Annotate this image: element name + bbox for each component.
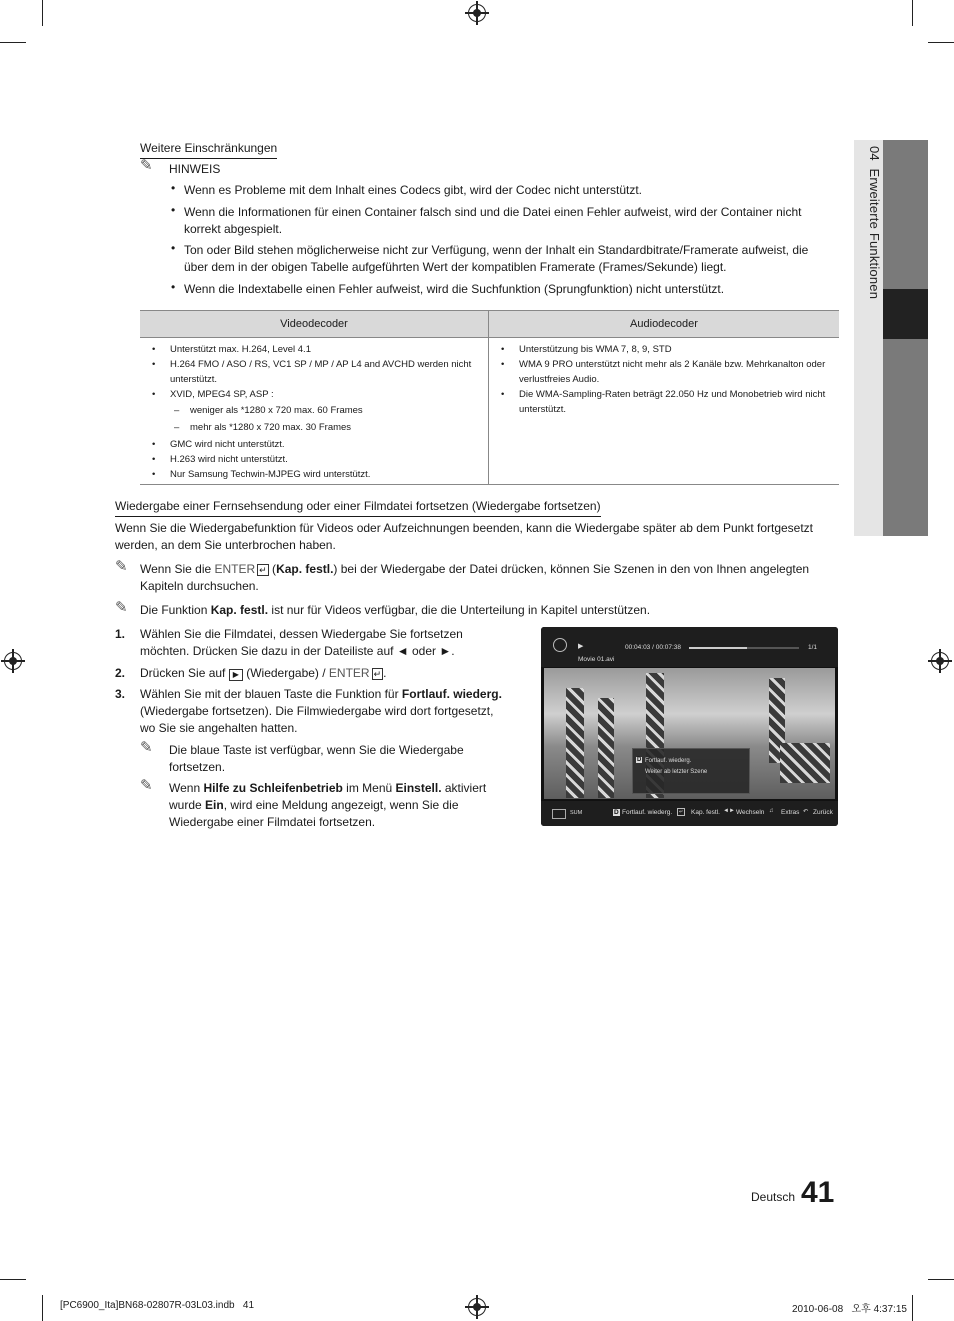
hint-switch: Wechseln xyxy=(736,809,765,816)
giraffe-figure xyxy=(566,688,584,798)
registration-mark-icon xyxy=(4,652,22,670)
bullet-icon: • xyxy=(171,241,176,255)
playback-time: 00:04:03 / 00:07:38 xyxy=(625,644,682,651)
step-number: 1. xyxy=(115,627,126,641)
list-item: Ton oder Bild stehen möglicherweise nicht zur Verfügung, wenn der Inhalt ein Standardbitrate/Framerate aufweist, die über dem in der obigen Tabelle aufgeführten Wert der kompatiblen Framerate (Frames/Sekunde) liegt. xyxy=(184,243,809,274)
tv-screen-illustration xyxy=(541,627,838,826)
step-3-subnote-2: Wenn Hilfe zu Schleifenbetrieb im Menü Einstell. aktiviert wurde Ein, wird eine Meldung angezeigt, wenn Sie die Wiedergabe einer Filmdatei fortsetzen. xyxy=(169,781,487,829)
enter-key-icon: ↵ xyxy=(373,669,382,679)
progress-fill xyxy=(689,647,747,649)
popup-title: Fortlauf. wiederg. xyxy=(645,758,692,764)
blue-key-icon: D xyxy=(637,757,642,763)
registration-mark-icon xyxy=(931,652,949,670)
sidebar-chapter-label xyxy=(858,146,882,299)
note-pencil-icon: ✎ xyxy=(140,777,153,794)
list-item: • Nur Samsung Techwin-MJPEG wird unterstützt. xyxy=(146,467,482,482)
giraffe-figure xyxy=(780,743,830,783)
crop-mark xyxy=(912,0,913,26)
note-pencil-icon: ✎ xyxy=(140,157,153,174)
list-item: • WMA 9 PRO unterstützt nicht mehr als 2 Kanäle bzw. Mehrkanalton oder verlustfreies Audio. xyxy=(495,357,833,387)
film-reel-icon xyxy=(553,638,567,652)
chapter-title: Erweiterte Funktionen xyxy=(867,168,882,300)
list-item: • H.264 FMO / ASO / RS, VC1 SP / MP / AP L4 and AVCHD werden nicht unterstützt. xyxy=(146,357,482,387)
bullet-icon: • xyxy=(171,280,176,294)
print-date-info: 2010-06-08 오후 4:37:15 xyxy=(792,1304,907,1315)
footer-language: Deutsch xyxy=(751,1190,796,1204)
bullet-icon: • xyxy=(171,203,176,217)
page-number: 41 xyxy=(801,1176,835,1209)
list-item: • XVID, MPEG4 SP, ASP : xyxy=(146,387,482,402)
return-icon: ↶ xyxy=(803,809,809,815)
registration-mark-icon xyxy=(468,4,486,22)
crop-mark xyxy=(42,0,43,26)
table-header-video: Videodecoder xyxy=(140,311,489,338)
list-item: • Die WMA-Sampling-Raten beträgt 22.050 Hz und Monobetrieb wird nicht unterstützt. xyxy=(495,387,833,417)
device-label: SUM xyxy=(570,810,583,816)
table-header-audio: Audiodecoder xyxy=(489,311,840,338)
progress-track xyxy=(689,647,799,649)
crop-mark xyxy=(0,42,26,43)
resume-popup xyxy=(632,748,750,794)
enter-key-icon: ↵ xyxy=(259,565,267,575)
hint-resume: Fortlauf. wiederg. xyxy=(622,809,673,816)
hint-back: Zurück xyxy=(813,809,833,816)
list-item: – weniger als *1280 x 720 max. 60 Frames xyxy=(146,403,482,418)
resume-note-2: Die Funktion Kap. festl. ist nur für Videos verfügbar, die die Unterteilung in Kapitel unterstützen. xyxy=(140,603,651,617)
step-number: 3. xyxy=(115,687,126,701)
list-item: – mehr als *1280 x 720 max. 30 Frames xyxy=(146,420,482,435)
page-indicator: 1/1 xyxy=(808,644,818,651)
resume-intro: Wenn Sie die Wiedergabefunktion für Videos oder Aufzeichnungen beenden, kann die Wiedergabe später ab dem Punkt fortgesetzt werden, an dem Sie unterbrochen haben. xyxy=(115,521,814,552)
step-2: Drücken Sie auf ▶ (Wiedergabe) / ENTER ↵ . xyxy=(140,666,387,680)
codec-table xyxy=(140,310,839,485)
list-item: Wenn es Probleme mit dem Inhalt eines Codecs gibt, wird der Codec nicht unterstützt. xyxy=(184,183,642,197)
list-item: Wenn die Informationen für einen Container falsch sind und die Datei einen Fehler aufweist, wird der Container nicht korrekt abgespielt. xyxy=(184,205,802,236)
player-top-bar xyxy=(541,627,838,667)
list-item: • Unterstützung bis WMA 7, 8, 9, STD xyxy=(495,342,833,357)
bullet-icon: • xyxy=(171,181,176,195)
giraffe-figure xyxy=(598,698,614,798)
step-1: Wählen Sie die Filmdatei, dessen Wiedergabe Sie fortsetzen möchten. Drücken Sie dazu in der Dateiliste auf ◄ oder ►. xyxy=(140,627,463,658)
list-item: Wenn die Indextabelle einen Fehler aufweist, wird die Suchfunktion (Sprungfunktion) nicht unterstützt. xyxy=(184,282,725,296)
hint-extras: Extras xyxy=(781,809,800,816)
crop-mark xyxy=(42,1295,43,1321)
step-number: 2. xyxy=(115,666,126,680)
resume-heading: Wiedergabe einer Fernsehsendung oder einer Filmdatei fortsetzen (Wiedergabe fortsetzen) xyxy=(115,498,601,517)
step-3-subnote-1: Die blaue Taste ist verfügbar, wenn Sie die Wiedergabe fortsetzen. xyxy=(169,743,464,774)
play-button-icon: ▶ xyxy=(229,669,243,681)
note-pencil-icon: ✎ xyxy=(140,739,153,756)
video-cell xyxy=(140,338,489,485)
step-3: Wählen Sie mit der blauen Taste die Funktion für Fortlauf. wiederg. (Wiedergabe fortsetzen). Die Filmwiedergabe wird dort fortgesetzt, wo Sie sie angehalten hatten. xyxy=(140,687,502,735)
device-icon xyxy=(552,809,566,819)
player-bottom-bar xyxy=(541,801,838,826)
tools-icon: ♫ xyxy=(769,808,774,814)
registration-mark-icon xyxy=(468,1298,486,1316)
resume-note-1: Wenn Sie die ENTER ↵ (Kap. festl.) bei der Wiedergabe der Datei drücken, können Sie Szenen in den von Ihnen angelegten Kapiteln durchsuchen. xyxy=(140,562,810,593)
list-item: • H.263 wird nicht unterstützt. xyxy=(146,452,482,467)
note-pencil-icon: ✎ xyxy=(115,558,128,575)
crop-mark xyxy=(0,1279,26,1280)
play-status-icon: ▶ xyxy=(578,643,584,650)
arrows-icon: ◄► xyxy=(723,808,735,814)
list-item: • Unterstützt max. H.264, Level 4.1 xyxy=(146,342,482,357)
crop-mark xyxy=(928,1279,954,1280)
sidebar-tab-marker xyxy=(883,289,928,339)
audio-cell xyxy=(489,338,840,485)
hint-chapter: Kap. festl. xyxy=(691,809,720,816)
enter-key-icon: ↵ xyxy=(679,809,684,815)
blue-key-icon: D xyxy=(614,809,619,816)
print-file-info: [PC6900_Ita]BN68-02807R-03L03.indb 41 xyxy=(60,1300,255,1311)
section-title: Weitere Einschränkungen xyxy=(140,140,277,159)
crop-mark xyxy=(912,1295,913,1321)
note-pencil-icon: ✎ xyxy=(115,599,128,616)
popup-subtitle: Weiter ab letzter Szene xyxy=(645,769,708,775)
file-name: Movie 01.avi xyxy=(578,656,615,663)
list-item: • GMC wird nicht unterstützt. xyxy=(146,437,482,452)
note-label: HINWEIS xyxy=(169,162,221,176)
crop-mark xyxy=(928,42,954,43)
chapter-number: 04 xyxy=(867,146,882,161)
